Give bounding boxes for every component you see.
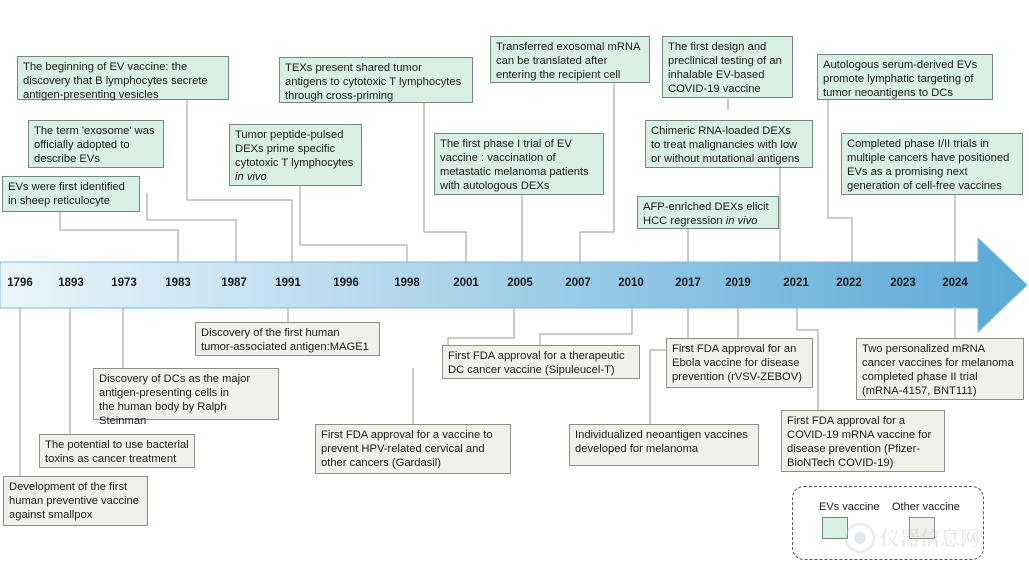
ev-event-2017-italic: in vivo bbox=[725, 215, 758, 227]
ev-event-2019: Chimeric RNA-loaded DEXs to treat malignancies with low or without mutational antigens bbox=[645, 120, 813, 168]
year-label: 2024 bbox=[942, 277, 968, 289]
legend-other-label: Other vaccine bbox=[892, 501, 960, 513]
year-label: 1796 bbox=[7, 277, 33, 289]
ev-event-2023: Autologous serum-derived EVs promote lymphatic targeting of tumor neoantigens to DCs bbox=[817, 54, 993, 100]
other-event-2019: First FDA approval for an Ebola vaccine for disease prevention (rVSV-ZEBOV) bbox=[666, 338, 813, 388]
ev-event-2017-text: AFP-enriched DEXs elicit HCC regression bbox=[643, 201, 769, 227]
year-label: 2007 bbox=[565, 277, 591, 289]
year-label: 1973 bbox=[111, 277, 137, 289]
other-event-2024: Two personalized mRNA cancer vaccines for melanoma completed phase II trial (mRNA-4157, BNT111) bbox=[856, 338, 1024, 400]
legend-ev-label: EVs vaccine bbox=[819, 501, 880, 513]
year-label: 2001 bbox=[453, 277, 479, 289]
ev-event-2001: TEXs present shared tumor antigens to cytotoxic T lymphocytes through cross-priming bbox=[279, 57, 473, 103]
year-label: 2021 bbox=[783, 277, 809, 289]
ev-event-2017 bbox=[637, 196, 779, 229]
ev-event-2021: The first design and preclinical testing of an inhalable EV-based COVID-19 vaccine bbox=[662, 36, 793, 98]
ev-event-2007: Transferred exosomal mRNA can be translated after entering the recipient cell bbox=[490, 36, 650, 83]
year-label: 1996 bbox=[333, 277, 359, 289]
ev-event-1983: EVs were first identified in sheep reticulocyte bbox=[2, 176, 140, 212]
ev-event-1998-text: Tumor peptide-pulsed DEXs prime specific cytotoxic T lymphocytes bbox=[235, 129, 354, 169]
ev-event-1987: The term 'exosome' was officially adopted to describe EVs bbox=[28, 120, 164, 168]
watermark-text: 仪器信息网 bbox=[880, 526, 980, 550]
year-label: 1998 bbox=[394, 277, 420, 289]
year-label: 1987 bbox=[221, 277, 247, 289]
year-label: 2010 bbox=[618, 277, 644, 289]
year-label: 1991 bbox=[275, 277, 301, 289]
year-label: 2023 bbox=[890, 277, 916, 289]
ev-event-1998 bbox=[229, 124, 362, 186]
year-label: 2022 bbox=[836, 277, 862, 289]
year-label: 1893 bbox=[58, 277, 84, 289]
year-label: 2019 bbox=[725, 277, 751, 289]
watermark-logo bbox=[842, 518, 1022, 558]
year-label: 2017 bbox=[675, 277, 701, 289]
other-event-2006: First FDA approval for a vaccine to prevent HPV-related cervical and other cancers (Gardasil) bbox=[315, 424, 511, 474]
ev-event-2005: The first phase I trial of EV vaccine : vaccination of metastatic melanoma patients with autologous DEXs bbox=[434, 133, 604, 195]
other-event-2010: First FDA approval for a therapeutic DC cancer vaccine (Sipuleucel-T) bbox=[442, 345, 640, 379]
year-label: 2005 bbox=[507, 277, 533, 289]
other-event-1796: Development of the first human preventive vaccine against smallpox bbox=[3, 476, 148, 526]
other-event-2021: First FDA approval for a COVID-19 mRNA vaccine for disease prevention (Pfizer- BioNTech COVID-19) bbox=[781, 410, 945, 472]
other-event-1893: The potential to use bacterial toxins as cancer treatment bbox=[39, 434, 195, 468]
ev-event-1998-italic: in vivo bbox=[235, 171, 267, 183]
other-event-1973: Discovery of DCs as the major antigen-presenting cells in the human body by Ralph Steinman bbox=[93, 368, 279, 420]
ev-event-2024: Completed phase I/II trials in multiple cancers have positioned EVs as a promising next generation of cell-free vaccines bbox=[841, 133, 1023, 195]
year-label: 1983 bbox=[165, 277, 191, 289]
ev-event-1996: The beginning of EV vaccine: the discovery that B lymphocytes secrete antigen-presenting vesicles bbox=[17, 56, 229, 100]
other-event-1991: Discovery of the first human tumor-associated antigen:MAGE1 bbox=[195, 322, 380, 356]
other-event-2017: Individualized neoantigen vaccines developed for melanoma bbox=[569, 424, 759, 466]
